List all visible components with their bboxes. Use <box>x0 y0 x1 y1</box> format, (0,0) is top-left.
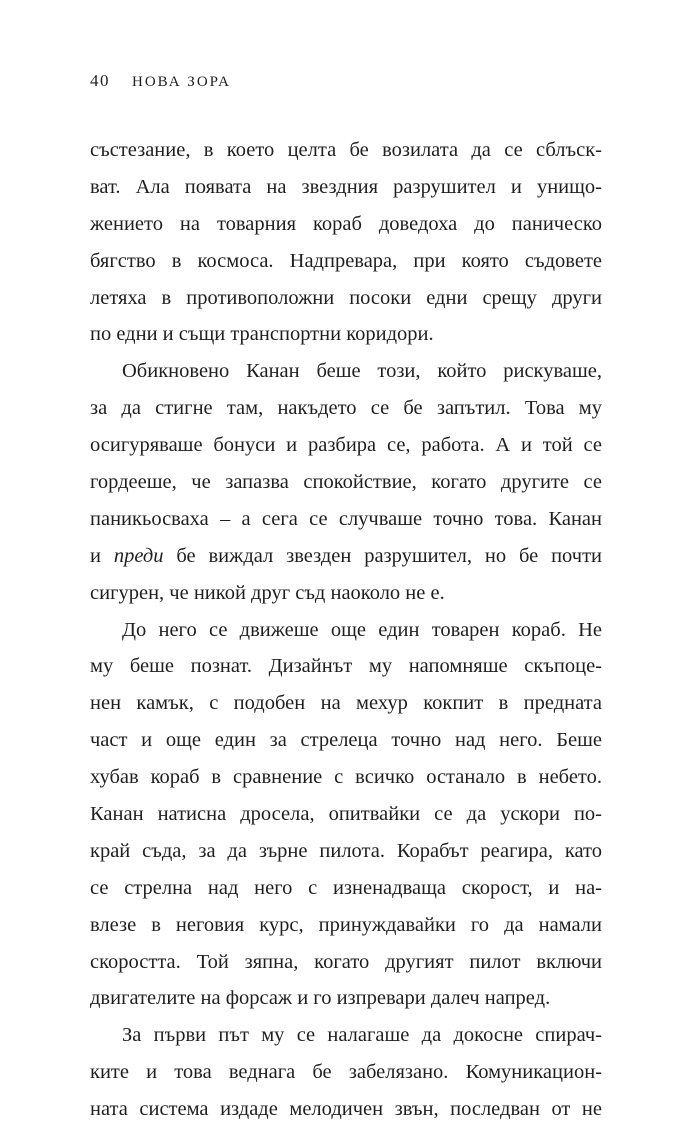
text-line: нен камък, с подобен на мехур кокпит в предната <box>90 692 602 715</box>
text-line: Обикновено Канан беше този, който рискуваше, <box>122 360 602 383</box>
emphasis: преди <box>113 544 164 567</box>
text-line: влезе в неговия курс, принуждавайки го да намали <box>90 913 602 936</box>
text-line: по едни и същи транспортни коридори. <box>90 323 434 346</box>
text-line: гордееше, че запазва спокойствие, когато другите се <box>90 471 602 494</box>
text-segment: бе виждал звезден разрушител, но бе почти <box>163 544 602 567</box>
text-line: част и още един за стрелеца точно над него. Беше <box>90 729 602 752</box>
text-line: скоростта. Той зяпна, когато другият пилот включи <box>90 950 602 973</box>
text-line: му беше познат. Дизайнът му напомняше скъпоце- <box>90 655 602 678</box>
text-segment: и <box>90 544 114 567</box>
text-line: състезание, в което целта бе возилата да се сблъск- <box>90 139 602 161</box>
body-text <box>90 132 602 1128</box>
text-line: жението на товарния кораб доведоха до паническо <box>90 212 602 235</box>
page-number: 40 <box>90 71 110 90</box>
text-line <box>90 538 602 575</box>
running-title: НОВА ЗОРА <box>132 74 231 90</box>
text-line: Канан натисна дросела, опитвайки се да ускори по- <box>90 803 602 826</box>
text-line: край съда, за да зърне пилота. Корабът реагира, като <box>90 839 602 862</box>
text-line: сигурен, че никой друг съд наоколо не е. <box>90 581 445 604</box>
text-line: двигателите на форсаж и го изпревари далеч напред. <box>90 987 551 1010</box>
text-line: осигуряваше бонуси и разбира се, работа. А и той се <box>90 434 602 457</box>
text-line: ната система издаде мелодичен звън, последван от не <box>90 1098 602 1121</box>
text-line: летяха в противоположни посоки едни срещу други <box>90 286 602 309</box>
running-head <box>90 71 231 91</box>
text-line: До него се движеше още един товарен кораб. Не <box>122 618 602 641</box>
text-line: хубав кораб в сравнение с всичко останало в небето. <box>90 766 602 789</box>
text-line: ват. Ала появата на звездния разрушител и унищо- <box>90 175 602 198</box>
text-line: за да стигне там, накъдето се бе запътил. Това му <box>90 397 602 420</box>
text-line: За първи път му се налагаше да докосне спирач- <box>122 1024 602 1047</box>
text-line: бягство в космоса. Надпревара, при която съдовете <box>90 249 602 272</box>
text-line: ките и това веднага бе забелязано. Комуникацион- <box>90 1061 602 1084</box>
text-line: се стрелна над него с изненадваща скорост, и на- <box>90 876 602 899</box>
text-line: паникьосваха – а сега се случваше точно това. Канан <box>90 507 602 530</box>
